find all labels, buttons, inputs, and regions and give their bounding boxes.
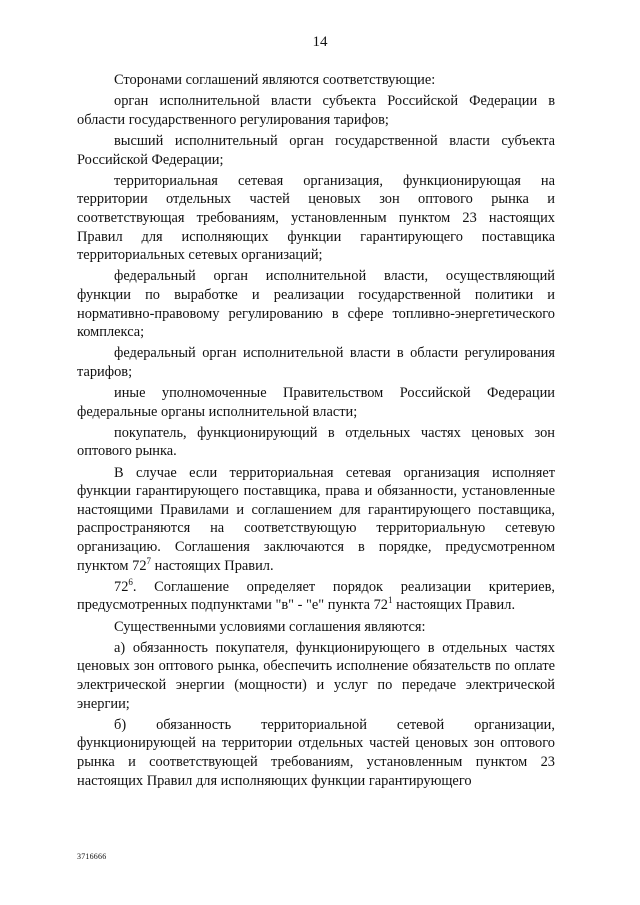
supplier-case-text: В случае если территориальная сетевая организация исполняет функции гарантирующего поставщика, права и обязанности, установленные настоящими Правилами и соглашением для гарантирующего поставщика, распространяются на соответствующую территориальную сетевую организацию. Соглашения заключаются в порядке, предусмотренном пунктом 72 bbox=[77, 464, 555, 574]
paragraph-buyer: покупатель, функционирующий в отдельных частях ценовых зон оптового рынка. bbox=[77, 424, 555, 460]
document-body bbox=[77, 71, 555, 793]
superscript-ref: 7 bbox=[146, 555, 152, 566]
clause-number: 72 bbox=[114, 578, 129, 595]
paragraph-supplier-case bbox=[77, 464, 555, 576]
paragraph-condition-a: а) обязанность покупателя, функционирующего в отдельных частях ценовых зон оптового рынка, обеспечить исполнение обязательств по оплате электрической энергии (мощности) и услуг по передаче электрической энергии; bbox=[77, 639, 555, 712]
clause-ref-superscript: 1 bbox=[388, 595, 393, 606]
paragraph-regional-tariff-body: орган исполнительной власти субъекта Российской Федерации в области государственного регулирования тарифов; bbox=[77, 93, 555, 128]
paragraph-clause-72-6 bbox=[77, 578, 555, 615]
clause-number-superscript: 6 bbox=[128, 576, 133, 587]
clause-text-end: настоящих Правил. bbox=[392, 597, 516, 614]
paragraph-intro: Сторонами соглашений являются соответствующие: bbox=[114, 72, 436, 88]
page-number: 14 bbox=[312, 34, 328, 50]
clause-text: . Соглашение определяет порядок реализации критериев, предусмотренных подпунктами "в" - "е" пункта 72 bbox=[77, 578, 555, 614]
paragraph-condition-b: б) обязанность территориальной сетевой организации, функционирующей на территории отдельных частей ценовых зон оптового рынка и соответствующей требованиям, установленным пунктом 23 настоящих Правил для исполняющих функции гарантирующего bbox=[77, 716, 555, 789]
paragraph-essential-conditions: Существенными условиями соглашения являются: bbox=[114, 618, 426, 635]
paragraph-federal-tariff-body: федеральный орган исполнительной власти в области регулирования тарифов; bbox=[77, 345, 555, 380]
document-code: 3716666 bbox=[77, 852, 107, 861]
paragraph-federal-energy-body: федеральный орган исполнительной власти, осуществляющий функции по выработке и реализации государственной политики и нормативно-правовому регулированию в сфере топливно-энергетического комплекса; bbox=[77, 268, 555, 341]
paragraph-regional-executive: высший исполнительный орган государственной власти субъекта Российской Федерации; bbox=[77, 132, 555, 168]
supplier-case-text-end: настоящих Правил. bbox=[151, 557, 274, 574]
paragraph-grid-organization: территориальная сетевая организация, функционирующая на территории отдельных частей ценовых зон оптового рынка и соответствующая требованиям, установленным пунктом 23 настоящих Правил для исполняющих функции гарантирующего поставщика территориальных сетевых организаций; bbox=[77, 172, 555, 264]
paragraph-other-federal-bodies: иные уполномоченные Правительством Российской Федерации федеральные органы исполнительной власти; bbox=[77, 385, 555, 420]
